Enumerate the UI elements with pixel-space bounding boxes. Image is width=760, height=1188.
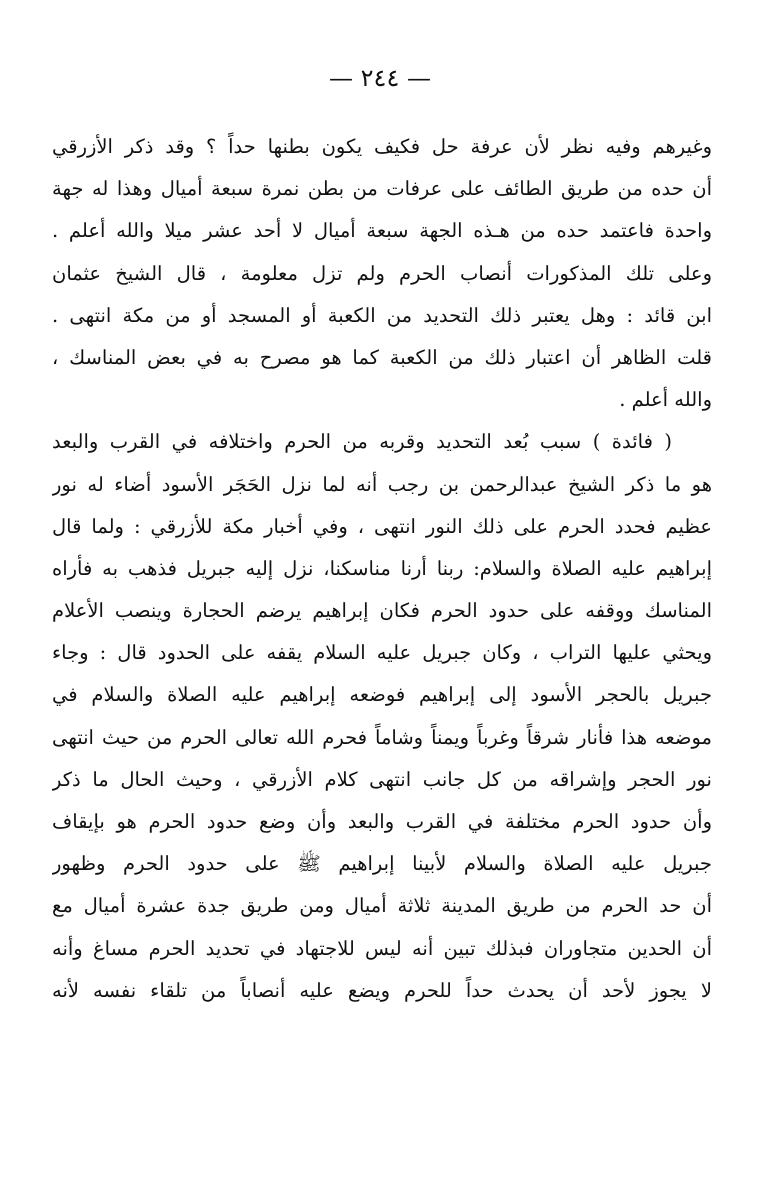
text-line: وغيرهم وفيه نظر لأن عرفة حل فكيف يكون بطنها حداً ؟ وقد ذكر الأزرقي [52,135,712,158]
text-line: نور الحجر وإشراقه من كل جانب انتهى كلام الأزرقي ، وحيث الحال ما ذكر [52,767,712,791]
text-line: جبريل بالحجر الأسود إلى إبراهيم فوضعه إبراهيم عليه الصلاة والسلام في [52,683,712,707]
body-text [52,126,712,1012]
text-line: هو ما ذكر الشيخ عبدالرحمن بن رجب أنه لما نزل الحَجَر الأسود أضاء له نور [52,472,712,496]
text-line: عظيم فحدد الحرم على ذلك النور انتهى ، وفي أخبار مكة للأزرقي : ولما قال [52,514,712,538]
text-line: أن حده من طريق الطائف على عرفات من بطن نمرة سبعة أميال وهذا له جهة [52,177,712,201]
text-line: المناسك ووقفه على حدود الحرم فكان إبراهيم يرضم الحجارة وينصب الأعلام [52,599,712,623]
text-line: أن حد الحرم من طريق المدينة ثلاثة أميال ومن طريق جدة عشرة أميال مع [52,894,712,918]
text-line: موضعه هذا فأنار شرقاً وغرباً ويمناً وشاماً فحرم الله تعالى الحرم من حيث انتهى [52,725,712,749]
text-line: ( فائدة ) سبب بُعد التحديد وقربه من الحرم واختلافه في القرب والبعد [52,430,672,454]
text-line: وأن حدود الحرم مختلفة في القرب والبعد وأن وضع حدود الحرم هو بإيقاف [52,810,712,833]
text-line: أن الحدين متجاوران فبذلك تبين أنه ليس للاجتهاد في تحديد الحرم مساغ وأنه [52,936,712,960]
text-line: وعلى تلك المذكورات أنصاب الحرم ولم تزل معلومة ، قال الشيخ عثمان [52,261,712,285]
text-line: لا يجوز لأحد أن يحدث حداً للحرم ويضع عليه أنصاباً من تلقاء نفسه لأنه [52,978,712,1002]
text-line: قلت الظاهر أن اعتبار ذلك من الكعبة كما هو مصرح به في بعض المناسك ، [52,345,712,369]
page-number: — ٢٤٤ — [329,64,431,92]
text-line: جبريل عليه الصلاة والسلام لأبينا إبراهيم ﷺ على حدود الحرم وظهور [52,852,712,876]
text-line: واحدة فاعتمد حده من هـذه الجهة سبعة أميال لا أحد عشر ميلا والله أعلم . [52,219,712,243]
text-line: ابن قائد : وهل يعتبر ذلك التحديد من الكعبة أو المسجد أو من مكة انتهى . [52,303,712,327]
text-line: إبراهيم عليه الصلاة والسلام: ربنا أرنا مناسكنا، نزل إليه جبريل فذهب به فأراه [52,556,712,580]
text-line: والله أعلم . [619,388,712,412]
text-line: ويحثي عليها التراب ، وكان جبريل عليه السلام يقفه على الحدود قال : وجاء [52,641,712,665]
